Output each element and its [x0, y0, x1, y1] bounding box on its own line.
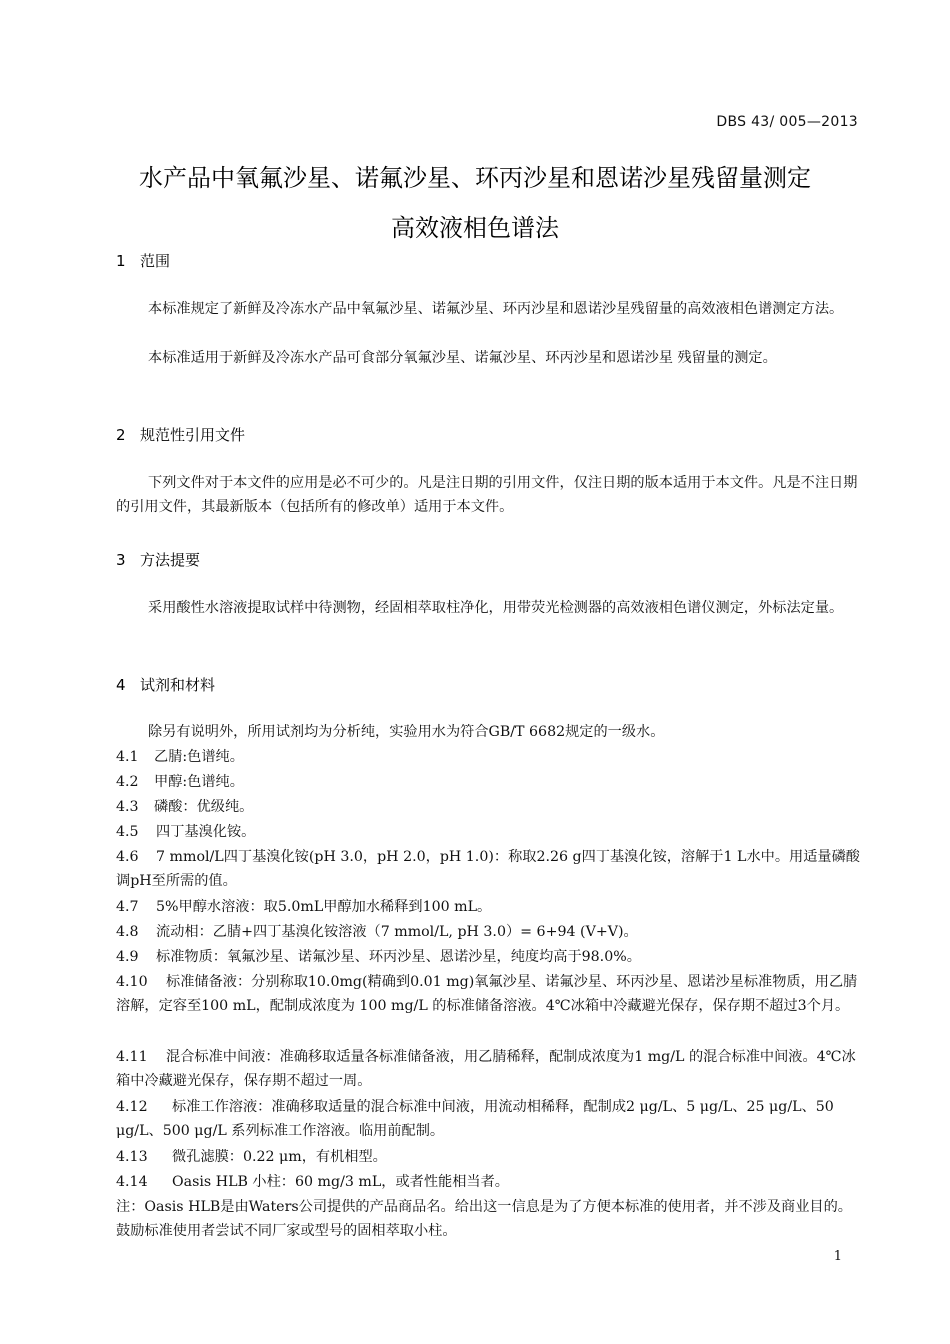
item-number: 4.9 [116, 949, 139, 965]
section-3-paragraph-1 [116, 596, 860, 620]
item-number: 4.14 [116, 1174, 148, 1190]
item-number: 4.7 [116, 899, 139, 915]
section-1-paragraph-2 [116, 346, 860, 370]
item-text: 5%甲醇水溶液：取5.0mL甲醇加水稀释到100 mL。 [156, 899, 492, 915]
item-number: 4.3 [116, 799, 139, 815]
item-text: 流动相：乙腈+四丁基溴化铵溶液（7 mmol/L, pH 3.0）= 6+94 (V+V)。 [156, 924, 638, 940]
item-text: 标准物质：氧氟沙星、诺氟沙星、环丙沙星、恩诺沙星，纯度均高于98.0%。 [156, 949, 641, 965]
list-item [116, 820, 860, 844]
section-title: 范围 [140, 252, 171, 270]
item-text: 微孔滤膜：0.22 μm，有机相型。 [172, 1149, 387, 1165]
section-2-heading [116, 424, 245, 445]
section-4-heading [116, 674, 215, 695]
item-text: 7 mmol/L四丁基溴化铵(pH 3.0，pH 2.0，pH 1.0)：称取2.26 g四丁基溴化铵，溶解于1 L水中。用适量磷酸调pH至所需的值。 [116, 849, 860, 889]
section-number: 1 [116, 252, 126, 270]
section-number: 3 [116, 551, 126, 569]
item-text: 标准储备液：分别称取10.0mg(精确到0.01 mg)氧氟沙星、诺氟沙星、环丙沙星、恩诺沙星标准物质，用乙腈溶解，定容至100 mL，配制成浓度为 100 mg/L 的标准储备溶液。4℃冰箱中冷藏避光保存，保存期不超过3个月。 [116, 974, 858, 1014]
list-item [116, 945, 860, 969]
item-number: 4.6 [116, 849, 139, 865]
item-number: 4.11 [116, 1049, 148, 1065]
page-number: 1 [833, 1249, 842, 1264]
section-1-heading [116, 250, 170, 271]
list-item [116, 845, 860, 893]
section-number: 4 [116, 676, 126, 694]
list-item [116, 1045, 860, 1093]
paragraph-text: 本标准规定了新鲜及冷冻水产品中氧氟沙星、诺氟沙星、环丙沙星和恩诺沙星残留量的高效液相色谱测定方法。 [148, 301, 844, 317]
section-3-heading [116, 549, 200, 570]
item-text: 四丁基溴化铵。 [156, 824, 256, 840]
item-number: 4.2 [116, 774, 139, 790]
item-number: 4.1 [116, 749, 139, 765]
document-title-line2: 高效液相色谱法 [391, 214, 559, 242]
item-text: 标准工作溶液：准确移取适量的混合标准中间液，用流动相稀释，配制成2 μg/L、5 μg/L、25 μg/L、50 μg/L、500 μg/L 系列标准工作溶液。临用前配制。 [116, 1099, 834, 1139]
item-text: 乙腈:色谱纯。 [154, 749, 244, 765]
item-text: Oasis HLB 小柱：60 mg/3 mL，或者性能相当者。 [172, 1174, 509, 1190]
item-number: 4.12 [116, 1099, 148, 1115]
item-number: 4.5 [116, 824, 139, 840]
item-number: 4.13 [116, 1149, 148, 1165]
list-item [116, 1145, 860, 1169]
section-2-paragraph-1 [116, 471, 860, 519]
note: 注：Oasis HLB是由Waters公司提供的产品商品名。给出这一信息是为了方便本标准的使用者，并不涉及商业目的。鼓励标准使用者尝试不同厂家或型号的固相萃取小柱。 [116, 1199, 852, 1239]
section-title: 规范性引用文件 [140, 426, 246, 444]
list-item [116, 920, 860, 944]
section-title: 方法提要 [140, 551, 201, 569]
list-item [116, 745, 860, 769]
standard-code: DBS 43/ 005—2013 [716, 114, 858, 130]
list-item [116, 1095, 860, 1143]
item-number: 4.8 [116, 924, 139, 940]
section-4-intro [116, 720, 860, 744]
item-number: 4.10 [116, 974, 148, 990]
item-text: 甲醇:色谱纯。 [154, 774, 244, 790]
paragraph-text: 下列文件对于本文件的应用是必不可少的。凡是注日期的引用文件，仅注日期的版本适用于本文件。凡是不注日期的引用文件，其最新版本（包括所有的修改单）适用于本文件。 [116, 475, 858, 515]
paragraph-text: 本标准适用于新鲜及冷冻水产品可食部分氧氟沙星、诺氟沙星、环丙沙星和恩诺沙星 残留量的测定。 [148, 350, 777, 366]
section-1-paragraph-1 [116, 297, 860, 321]
document-title-line1: 水产品中氧氟沙星、诺氟沙星、环丙沙星和恩诺沙星残留量测定 [139, 164, 811, 192]
section-title: 试剂和材料 [140, 676, 216, 694]
list-item [116, 970, 860, 1018]
item-text: 磷酸：优级纯。 [154, 799, 254, 815]
list-item [116, 770, 860, 794]
list-item [116, 895, 860, 919]
list-item [116, 795, 860, 819]
section-number: 2 [116, 426, 126, 444]
paragraph-text: 采用酸性水溶液提取试样中待测物，经固相萃取柱净化，用带荧光检测器的高效液相色谱仪测定，外标法定量。 [148, 600, 844, 616]
item-text: 混合标准中间液：准确移取适量各标准储备液，用乙腈稀释，配制成浓度为1 mg/L 的混合标准中间液。4℃冰箱中冷藏避光保存，保存期不超过一周。 [116, 1049, 856, 1089]
paragraph-text: 除另有说明外，所用试剂均为分析纯，实验用水为符合GB/T 6682规定的一级水。 [148, 724, 665, 740]
list-item [116, 1170, 860, 1194]
